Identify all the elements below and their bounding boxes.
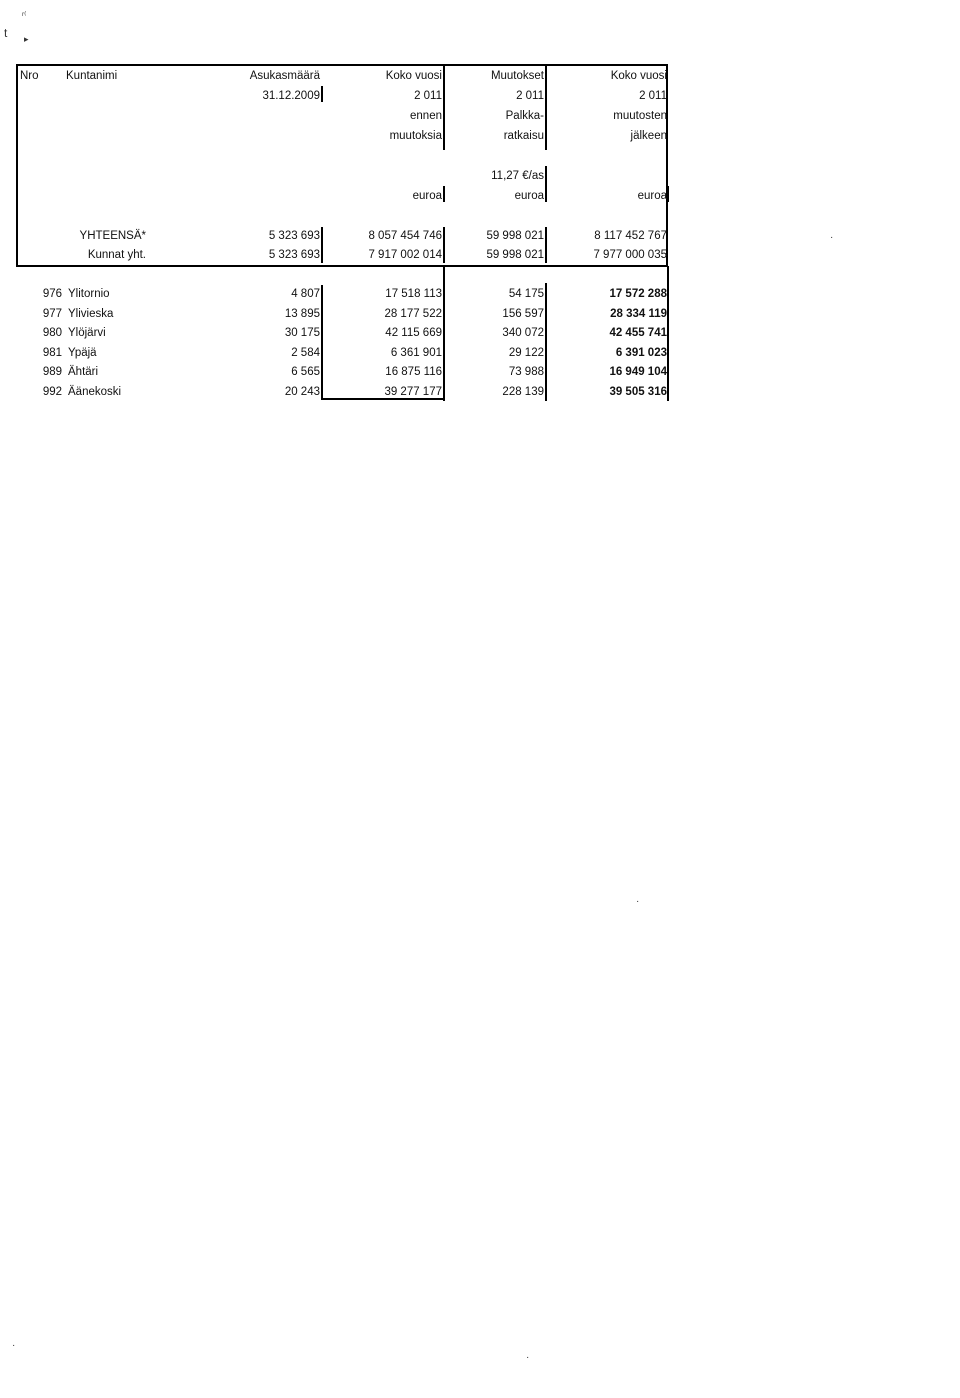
col-b-line-1: Muutokset bbox=[490, 70, 544, 82]
sep-data-a bbox=[443, 266, 445, 401]
corner-mark: t bbox=[4, 26, 8, 40]
row-asukas: 6 565 bbox=[291, 366, 320, 378]
row-col-b: 340 072 bbox=[502, 327, 544, 339]
sep-c-unit bbox=[667, 186, 669, 202]
sep-total-b bbox=[545, 227, 547, 263]
sep-a-unit bbox=[443, 186, 445, 202]
row-asukas: 13 895 bbox=[284, 307, 320, 320]
row-col-a: 6 361 901 bbox=[390, 346, 442, 359]
col-c-line-4: jälkeen bbox=[630, 130, 667, 142]
col-c-unit: euroa bbox=[637, 190, 667, 202]
sep-data-c bbox=[667, 266, 669, 401]
row-nro: 981 bbox=[42, 346, 62, 359]
col-a-line-2: 2 011 bbox=[414, 90, 442, 102]
row-name: Ylivieska bbox=[68, 307, 114, 320]
row-nro: 992 bbox=[42, 385, 62, 398]
total-a-2: 7 917 002 014 bbox=[368, 249, 442, 261]
row-col-a: 16 875 116 bbox=[385, 366, 442, 378]
corner-arrow: ▸ bbox=[24, 34, 29, 44]
row-col-b: 73 988 bbox=[508, 366, 544, 378]
col-c-line-1: Koko vuosi bbox=[610, 70, 667, 82]
row-name: Ylöjärvi bbox=[68, 327, 106, 339]
sep-a-top bbox=[443, 66, 445, 150]
total-a-1: 8 057 454 746 bbox=[368, 230, 442, 242]
row-nro: 980 bbox=[42, 327, 62, 339]
row-name: Ypäjä bbox=[68, 346, 97, 359]
row-col-c: 6 391 023 bbox=[615, 346, 667, 359]
sep-total-asukas bbox=[321, 227, 323, 263]
row-col-a: 39 277 177 bbox=[384, 385, 442, 398]
col-b-rate: 11,27 €/as bbox=[491, 170, 544, 182]
scan-speck: · bbox=[12, 1340, 16, 1351]
row-col-c: 39 505 316 bbox=[609, 385, 667, 398]
scan-speck: · bbox=[526, 1352, 530, 1363]
sep-b-top bbox=[545, 66, 547, 150]
header-nro: Nro bbox=[20, 70, 39, 82]
row-asukas: 4 807 bbox=[291, 288, 320, 300]
col-b-unit: euroa bbox=[514, 190, 544, 202]
row-col-c: 17 572 288 bbox=[609, 288, 667, 300]
col-c-line-2: 2 011 bbox=[639, 90, 667, 102]
total-label-1: YHTEENSÄ* bbox=[79, 230, 146, 242]
row-nro: 989 bbox=[42, 366, 62, 378]
row-nro: 976 bbox=[42, 288, 62, 300]
total-b-2: 59 998 021 bbox=[486, 249, 544, 261]
total-asukas-1: 5 323 693 bbox=[268, 230, 320, 242]
header-asukas-date: 31.12.2009 bbox=[262, 90, 320, 102]
sep-asukas-date bbox=[321, 86, 323, 102]
col-c-line-3: muutosten bbox=[613, 110, 667, 122]
col-b-line-2: 2 011 bbox=[516, 90, 544, 102]
row-col-a: 17 518 113 bbox=[385, 288, 442, 300]
row-asukas: 30 175 bbox=[284, 327, 320, 339]
col-a-line-1: Koko vuosi bbox=[385, 70, 442, 82]
total-b-1: 59 998 021 bbox=[486, 230, 544, 242]
sep-b-unit bbox=[545, 166, 547, 202]
total-c-1: 8 117 452 767 bbox=[594, 230, 667, 242]
row-nro: 977 bbox=[42, 307, 62, 320]
header-asukasmaara: Asukasmäärä bbox=[249, 70, 320, 82]
total-label-2: Kunnat yht. bbox=[87, 249, 146, 261]
row-col-c: 42 455 741 bbox=[609, 327, 667, 339]
row-col-a: 42 115 669 bbox=[385, 327, 442, 339]
sep-data-asukas bbox=[321, 285, 323, 399]
col-a-line-4: muutoksia bbox=[389, 130, 442, 142]
col-a-line-3: ennen bbox=[410, 110, 442, 122]
row-name: Äänekoski bbox=[68, 385, 122, 398]
sep-total-a bbox=[443, 227, 445, 263]
row-col-b: 228 139 bbox=[502, 385, 544, 398]
row-name: Ähtäri bbox=[68, 366, 99, 378]
underline-data-a bbox=[321, 398, 445, 400]
row-name: Ylitornio bbox=[68, 288, 110, 300]
row-col-b: 29 122 bbox=[508, 346, 544, 359]
row-col-b: 54 175 bbox=[508, 288, 544, 300]
total-asukas-2: 5 323 693 bbox=[268, 249, 320, 261]
header-kuntanimi: Kuntanimi bbox=[66, 70, 118, 82]
scan-speck: · bbox=[830, 232, 834, 243]
total-c-2: 7 977 000 035 bbox=[593, 249, 667, 261]
row-col-c: 28 334 119 bbox=[610, 307, 667, 320]
sep-data-b bbox=[545, 283, 547, 401]
row-col-c: 16 949 104 bbox=[609, 366, 667, 378]
col-a-unit: euroa bbox=[412, 190, 442, 202]
corner-dots: ʳ⁽ bbox=[22, 10, 27, 20]
row-col-a: 28 177 522 bbox=[384, 307, 442, 320]
row-col-b: 156 597 bbox=[502, 307, 544, 320]
col-b-line-4: ratkaisu bbox=[503, 130, 544, 142]
row-asukas: 20 243 bbox=[284, 385, 320, 398]
row-asukas: 2 584 bbox=[291, 346, 320, 359]
scan-speck: · bbox=[636, 896, 640, 907]
col-b-line-3: Palkka- bbox=[505, 110, 544, 122]
